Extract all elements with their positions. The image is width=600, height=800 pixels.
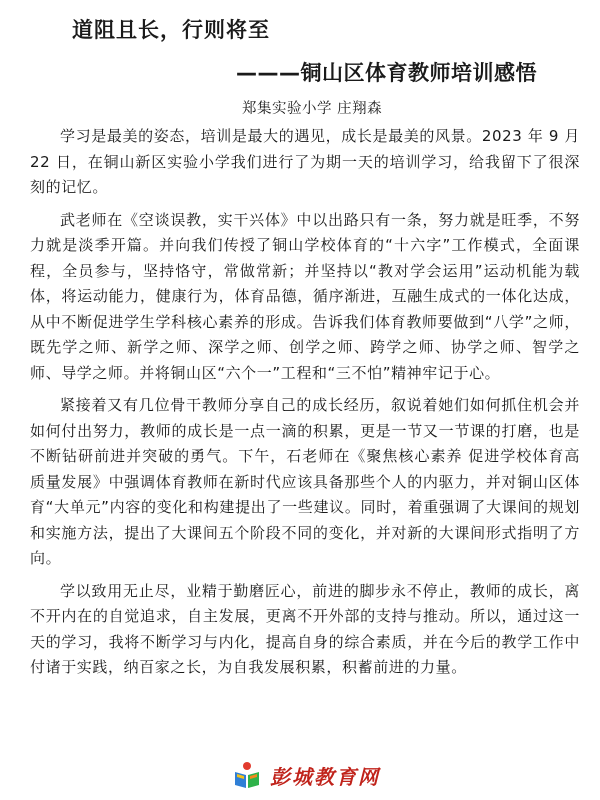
watermark-text: 彭城教育网 — [270, 764, 380, 789]
book-logo-icon — [232, 760, 262, 790]
site-watermark — [232, 760, 380, 790]
paragraph: 学以致用无止尽，业精于勤磨匠心，前进的脚步永不停止，教师的成长，离不开内在的自觉追求，自主发展，更离不开外部的支持与推动。所以，通过这一天的学习，我将不断学习与内化，提高自身的综合素质，并在今后的教学工作中付诸于实践，纳百家之长，为自我发展积累，积蓄前进的力量。 — [30, 581, 580, 676]
paragraph: 紧接着又有几位骨干教师分享自己的成长经历，叙说着她们如何抓住机会并如何付出努力，教师的成长是一点一滴的积累，更是一节又一节课的打磨，也是不断钻研前进并突破的勇气。下午，石老师在《聚焦核心素养 促进学校体育高质量发展》中强调体育教师在新时代应该具备那些个人的内驱力，并对铜山区体育“大单元”内容的变化和构建提出了一些建议。同时，着重强调了大课间的规划和实施方法，提出了大课间五个阶段不同的变化，并对新的大课间形式指明了方向。 — [30, 396, 580, 567]
author-byline: 郑集实验小学 庄翔森 — [242, 101, 383, 117]
paragraph: 武老师在《空谈误教，实干兴体》中以出路只有一条，努力就是旺季，不努力就是淡季开篇。并向我们传授了铜山学校体育的“十六字”工作模式，全面课程，全员参与，坚持恪守，常做常新；并坚持以“教对学会运用”运动机能为载体，将运动能力，健康行为，体育品德，循序渐进，互融生成式的一体化达成，从中不断促进学生学科核心素养的形成。告诉我们体育教师要做到“八学”之师，既先学之师、新学之师、深学之师、创学之师、跨学之师、协学之师、智学之师、导学之师。并将铜山区“六个一”工程和“三不怕”精神牢记于心。 — [30, 210, 580, 382]
article-title: 道阻且长，行则将至 — [72, 18, 270, 42]
paragraph: 学习是最美的姿态，培训是最大的遇见，成长是最美的风景。2023 年 9 月 22 日，在铜山新区实验小学我们进行了为期一天的培训学习，给我留下了很深刻的记忆。 — [30, 127, 580, 196]
article-subtitle: ———铜山区体育教师培训感悟 — [236, 61, 537, 85]
article-body — [30, 124, 580, 688]
